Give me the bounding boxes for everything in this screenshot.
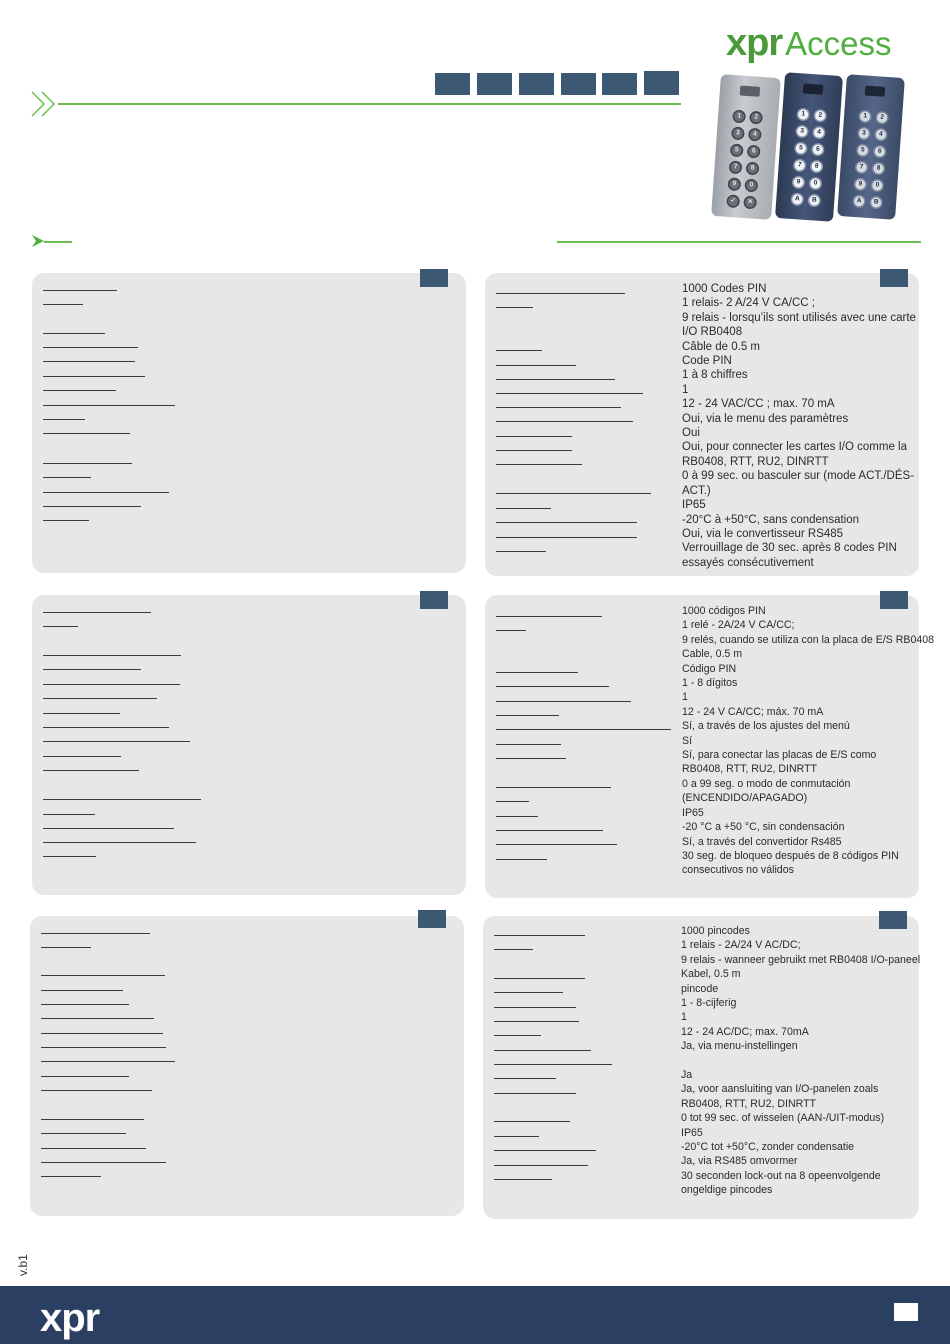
- redacted-label-rule: [43, 612, 151, 613]
- keypad-key: 1: [734, 111, 745, 122]
- spec-fr-line: 1 relais- 2 A/24 V CA/CC ;: [682, 297, 815, 310]
- redacted-label-rule: [43, 506, 141, 507]
- title-rule: [58, 103, 681, 105]
- spec-fr-line: 1 à 8 chiffres: [682, 369, 748, 382]
- redacted-label-rule: [496, 816, 538, 817]
- redacted-label-rule: [496, 365, 576, 366]
- spec-fr-line: ACT.): [682, 484, 711, 497]
- spec-nl-line: 1000 pincodes: [681, 925, 750, 937]
- spec-fr-line: Oui, pour connecter les cartes I/O comme la: [682, 441, 907, 454]
- redacted-label-rule: [496, 379, 615, 380]
- spec-values-es: [682, 604, 935, 878]
- redacted-label-rule: [43, 669, 141, 670]
- redacted-label-rule: [496, 436, 572, 437]
- redacted-label-rule: [494, 978, 585, 979]
- redacted-label-rule: [43, 814, 95, 815]
- spec-es-line: Sí: [682, 734, 693, 747]
- redacted-label-rule: [41, 1033, 163, 1034]
- language-tab-5[interactable]: [602, 73, 637, 95]
- redacted-label-rule: [494, 1007, 576, 1008]
- redacted-label-rule: [496, 450, 572, 451]
- keypad-key: 3: [859, 128, 870, 139]
- redacted-label-rule: [43, 842, 196, 843]
- keypad-key: 9: [855, 179, 866, 190]
- logo-xpr-text: xpr: [726, 22, 783, 64]
- redacted-label-rule: [494, 1093, 576, 1094]
- redacted-label-rule: [43, 626, 78, 627]
- spec-es-line: 9 relés, cuando se utiliza con la placa de E/S RB0408: [682, 633, 935, 646]
- spec-nl-line: Ja, voor aansluiting van I/O-panelen zoals: [681, 1083, 879, 1096]
- redacted-label-rule: [496, 551, 546, 552]
- redacted-label-rule: [41, 1090, 152, 1091]
- redacted-label-rule: [496, 787, 611, 788]
- redacted-label-rule: [43, 419, 85, 420]
- spec-nl-line: Ja, via menu-instellingen: [681, 1040, 798, 1053]
- logo-access-text: Access: [785, 25, 892, 62]
- redacted-label-rule: [43, 347, 138, 348]
- redacted-label-rule: [496, 493, 651, 494]
- spec-values-fr: [682, 282, 922, 570]
- redacted-label-rule: [43, 698, 157, 699]
- redacted-label-rule: [41, 1076, 129, 1077]
- keypad-key: 3: [797, 126, 808, 137]
- spec-nl-line: 12 - 24 AC/DC; max. 70mA: [681, 1025, 809, 1038]
- spec-fr-line: 0 à 99 sec. ou basculer sur (mode ACT./DÉS-: [682, 470, 915, 483]
- redacted-label-rule: [43, 856, 96, 857]
- redacted-label-rule: [43, 799, 201, 800]
- redacted-label-rule: [43, 520, 89, 521]
- keypad-key: 0: [872, 180, 883, 191]
- spec-fr-line: Oui, via le convertisseur RS485: [682, 527, 844, 540]
- keypad-dark-blue: [775, 72, 843, 222]
- keypad-key: 6: [748, 146, 759, 157]
- spec-nl-line: 9 relais - wanneer gebruikt met RB0408 I/O-paneel: [681, 953, 921, 966]
- redacted-label-rule: [43, 770, 139, 771]
- keypad-key: 1: [860, 111, 871, 122]
- redacted-label-rule: [496, 830, 603, 831]
- redacted-label-rule: [43, 463, 132, 464]
- spec-es-line: 0 a 99 seg. o modo de conmutación: [682, 777, 851, 790]
- version-label: v.b1: [16, 1254, 30, 1276]
- spec-nl-line: Ja, via RS485 omvormer: [681, 1155, 798, 1168]
- section-rule-right: [557, 241, 921, 243]
- redacted-label-rule: [43, 304, 83, 305]
- redacted-label-rule: [41, 975, 165, 976]
- keypad-key: 4: [814, 127, 825, 138]
- redacted-label-rule: [43, 828, 174, 829]
- panel-tag: [418, 910, 446, 928]
- language-tab-1[interactable]: [435, 73, 470, 95]
- redacted-label-rule: [496, 744, 561, 745]
- redacted-label-rule: [43, 376, 145, 377]
- spec-es-line: IP65: [682, 806, 704, 819]
- redacted-label-rule: [43, 684, 180, 685]
- redacted-label-rule: [494, 1035, 541, 1036]
- redacted-label-rule: [496, 307, 533, 308]
- keypad-key: 6: [874, 146, 885, 157]
- redacted-label-rule: [41, 1047, 166, 1048]
- spec-fr-line: IP65: [682, 499, 706, 512]
- redacted-label-rule: [41, 1148, 146, 1149]
- keypad-silver: [711, 74, 781, 220]
- language-tab-4[interactable]: [561, 73, 596, 95]
- redacted-label-rule: [494, 1064, 612, 1065]
- spec-es-line: 30 seg. de bloqueo después de 8 códigos PIN: [682, 849, 899, 862]
- redacted-label-rule: [43, 492, 169, 493]
- redacted-label-rule: [496, 672, 578, 673]
- spec-fr-line: Verrouillage de 30 sec. après 8 codes PIN: [682, 542, 897, 555]
- redacted-label-rule: [496, 630, 526, 631]
- spec-es-line: consecutivos no válidos: [682, 864, 794, 877]
- redacted-label-rule: [494, 1050, 591, 1051]
- redacted-label-rule: [41, 947, 91, 948]
- spec-values-nl: [681, 924, 921, 1198]
- redacted-label-rule: [494, 1121, 570, 1122]
- spec-fr-line: 1000 Codes PIN: [682, 283, 767, 295]
- redacted-label-rule: [496, 508, 551, 509]
- spec-fr-line: -20°C à +50°C, sans condensation: [682, 513, 860, 526]
- redacted-label-rule: [494, 992, 563, 993]
- redacted-label-rule: [41, 990, 123, 991]
- keypad-key: 8: [811, 161, 822, 172]
- redacted-label-rule: [494, 1136, 539, 1137]
- panel-left-2: [32, 595, 466, 895]
- redacted-label-rule: [494, 949, 533, 950]
- keypad-key: 5: [796, 143, 807, 154]
- spec-es-line: 12 - 24 V CA/CC; máx. 70 mA: [682, 705, 824, 718]
- redacted-label-rule: [43, 741, 190, 742]
- spec-es-line: 1 - 8 dígitos: [682, 677, 738, 690]
- redacted-label-rule: [496, 464, 582, 465]
- keypad-key: 7: [730, 162, 741, 173]
- keypad-key: 8: [873, 163, 884, 174]
- keypad-key: 3: [733, 128, 744, 139]
- spec-es-line: (ENCENDIDO/APAGADO): [682, 792, 808, 805]
- spec-nl-line: 30 seconden lock-out na 8 opeenvolgende: [681, 1169, 881, 1182]
- redacted-label-rule: [41, 1162, 166, 1163]
- redacted-label-rule: [43, 713, 120, 714]
- spec-nl-line: [681, 1054, 921, 1068]
- spec-es-line: 1: [682, 691, 688, 704]
- redacted-label-rule: [496, 701, 631, 702]
- redacted-label-rule: [496, 537, 637, 538]
- spec-es-line: Cable, 0.5 m: [682, 648, 743, 661]
- double-chevron-icon: [30, 90, 60, 120]
- spec-nl-line: 1: [681, 1011, 687, 1024]
- redacted-label-rule: [496, 801, 529, 802]
- keypad-key: 7: [794, 160, 805, 171]
- spec-fr-line: Câble de 0.5 m: [682, 340, 760, 353]
- spec-nl-line: RB0408, RTT, RU2, DINRTT: [681, 1097, 817, 1110]
- redacted-label-rule: [43, 333, 105, 334]
- redacted-label-rule: [43, 655, 181, 656]
- section-rule-left: [44, 241, 72, 243]
- spec-es-line: Sí, a través del convertidor Rs485: [682, 835, 842, 848]
- redacted-label-rule: [494, 1179, 552, 1180]
- footer-bar: [0, 1286, 950, 1344]
- redacted-label-rule: [496, 407, 621, 408]
- keypad-key: 0: [746, 180, 757, 191]
- keypad-key: 1: [798, 109, 809, 120]
- redacted-label-rule: [41, 1133, 126, 1134]
- spec-nl-line: -20°C tot +50°C, zonder condensatie: [681, 1141, 855, 1154]
- redacted-label-rule: [496, 350, 542, 351]
- spec-es-line: -20 °C a +50 °C, sin condensación: [682, 821, 845, 834]
- redacted-label-rule: [43, 727, 169, 728]
- spec-es-line: 1 relé - 2A/24 V CA/CC;: [682, 619, 795, 632]
- redacted-label-rule: [494, 1078, 556, 1079]
- redacted-label-rule: [494, 935, 585, 936]
- keypad-slate: [837, 74, 905, 220]
- redacted-label-rule: [43, 290, 117, 291]
- redacted-label-rule: [494, 1150, 596, 1151]
- redacted-label-rule: [43, 433, 130, 434]
- redacted-label-rule: [496, 715, 559, 716]
- redacted-label-rule: [494, 1021, 579, 1022]
- spec-nl-line: 0 tot 99 sec. of wisselen (AAN-/UIT-modus): [681, 1112, 885, 1125]
- spec-nl-line: ongeldige pincodes: [681, 1184, 773, 1197]
- redacted-label-rule: [496, 616, 602, 617]
- panel-left-3: [30, 916, 464, 1216]
- spec-nl-line: Kabel, 0.5 m: [681, 968, 741, 981]
- keypad-key: 5: [731, 145, 742, 156]
- redacted-label-rule: [496, 758, 566, 759]
- spec-fr-line: 9 relais - lorsqu’ils sont utilisés avec une carte: [682, 311, 916, 324]
- keypad-key: 6: [813, 144, 824, 155]
- redacted-label-rule: [41, 1119, 144, 1120]
- spec-fr-line: 12 - 24 VAC/CC ; max. 70 mA: [682, 398, 835, 411]
- redacted-label-rule: [494, 1165, 588, 1166]
- keypad-key: B: [871, 197, 882, 208]
- redacted-label-rule: [496, 393, 643, 394]
- redacted-label-rule: [41, 1061, 175, 1062]
- keypad-key: 8: [747, 163, 758, 174]
- panel-left-1: [32, 273, 466, 573]
- redacted-label-rule: [41, 933, 150, 934]
- spec-fr-line: Oui, via le menu des paramètres: [682, 412, 849, 425]
- spec-nl-line: Ja: [681, 1069, 693, 1082]
- redacted-label-rule: [43, 361, 135, 362]
- redacted-label-rule: [496, 686, 609, 687]
- keypad-key: 0: [810, 178, 821, 189]
- keypad-key: 7: [856, 162, 867, 173]
- spec-fr-line: essayés consécutivement: [682, 556, 814, 569]
- keypad-key: A: [854, 196, 865, 207]
- spec-es-line: Código PIN: [682, 662, 737, 675]
- language-tab-6[interactable]: [644, 71, 679, 95]
- keypad-key: 4: [750, 129, 761, 140]
- redacted-label-rule: [43, 477, 91, 478]
- language-tab-2[interactable]: [477, 73, 512, 95]
- keypad-key: 9: [729, 179, 740, 190]
- spec-fr-line: I/O RB0408: [682, 326, 743, 339]
- spec-nl-line: 1 relais - 2A/24 V AC/DC;: [681, 939, 801, 952]
- keypad-key: 2: [751, 112, 762, 123]
- redacted-label-rule: [496, 421, 633, 422]
- keypad-key: 2: [877, 112, 888, 123]
- xpr-access-logo: [726, 22, 892, 66]
- spec-es-line: Sí, para conectar las placas de E/S como: [682, 749, 877, 762]
- keypad-key: 9: [793, 177, 804, 188]
- spec-fr-line: RB0408, RTT, RU2, DINRTT: [682, 455, 829, 468]
- redacted-label-rule: [41, 1176, 101, 1177]
- keypad-key: 4: [876, 129, 887, 140]
- keypad-key: ✕: [745, 197, 756, 208]
- spec-nl-line: pincode: [681, 982, 719, 995]
- keypad-key: B: [809, 195, 820, 206]
- spec-nl-line: 1 - 8-cijferig: [681, 997, 737, 1010]
- footer-page-box: [894, 1303, 918, 1321]
- redacted-label-rule: [43, 390, 116, 391]
- redacted-label-rule: [41, 1018, 154, 1019]
- redacted-label-rule: [41, 1004, 129, 1005]
- redacted-label-rule: [496, 729, 671, 730]
- redacted-label-rule: [496, 293, 625, 294]
- redacted-label-rule: [496, 859, 547, 860]
- redacted-label-rule: [43, 405, 175, 406]
- spec-es-line: Sí, a través de los ajustes del menú: [682, 720, 850, 733]
- spec-es-line: 1000 códigos PIN: [682, 605, 766, 617]
- keypad-key: ✓: [728, 196, 739, 207]
- spec-nl-line: IP65: [681, 1126, 703, 1139]
- language-tab-3[interactable]: [519, 73, 554, 95]
- spec-fr-line: 1: [682, 383, 689, 396]
- spec-fr-line: Oui: [682, 427, 700, 440]
- redacted-label-rule: [43, 756, 121, 757]
- keypad-key: 2: [815, 110, 826, 121]
- spec-es-line: RB0408, RTT, RU2, DINRTT: [682, 763, 818, 776]
- spec-fr-line: Code PIN: [682, 355, 732, 368]
- keypad-key: 5: [857, 145, 868, 156]
- panel-tag: [420, 269, 448, 287]
- redacted-label-rule: [496, 522, 637, 523]
- panel-tag: [420, 591, 448, 609]
- redacted-label-rule: [496, 844, 617, 845]
- footer-xpr-logo: xpr: [40, 1296, 100, 1340]
- keypad-key: A: [792, 194, 803, 205]
